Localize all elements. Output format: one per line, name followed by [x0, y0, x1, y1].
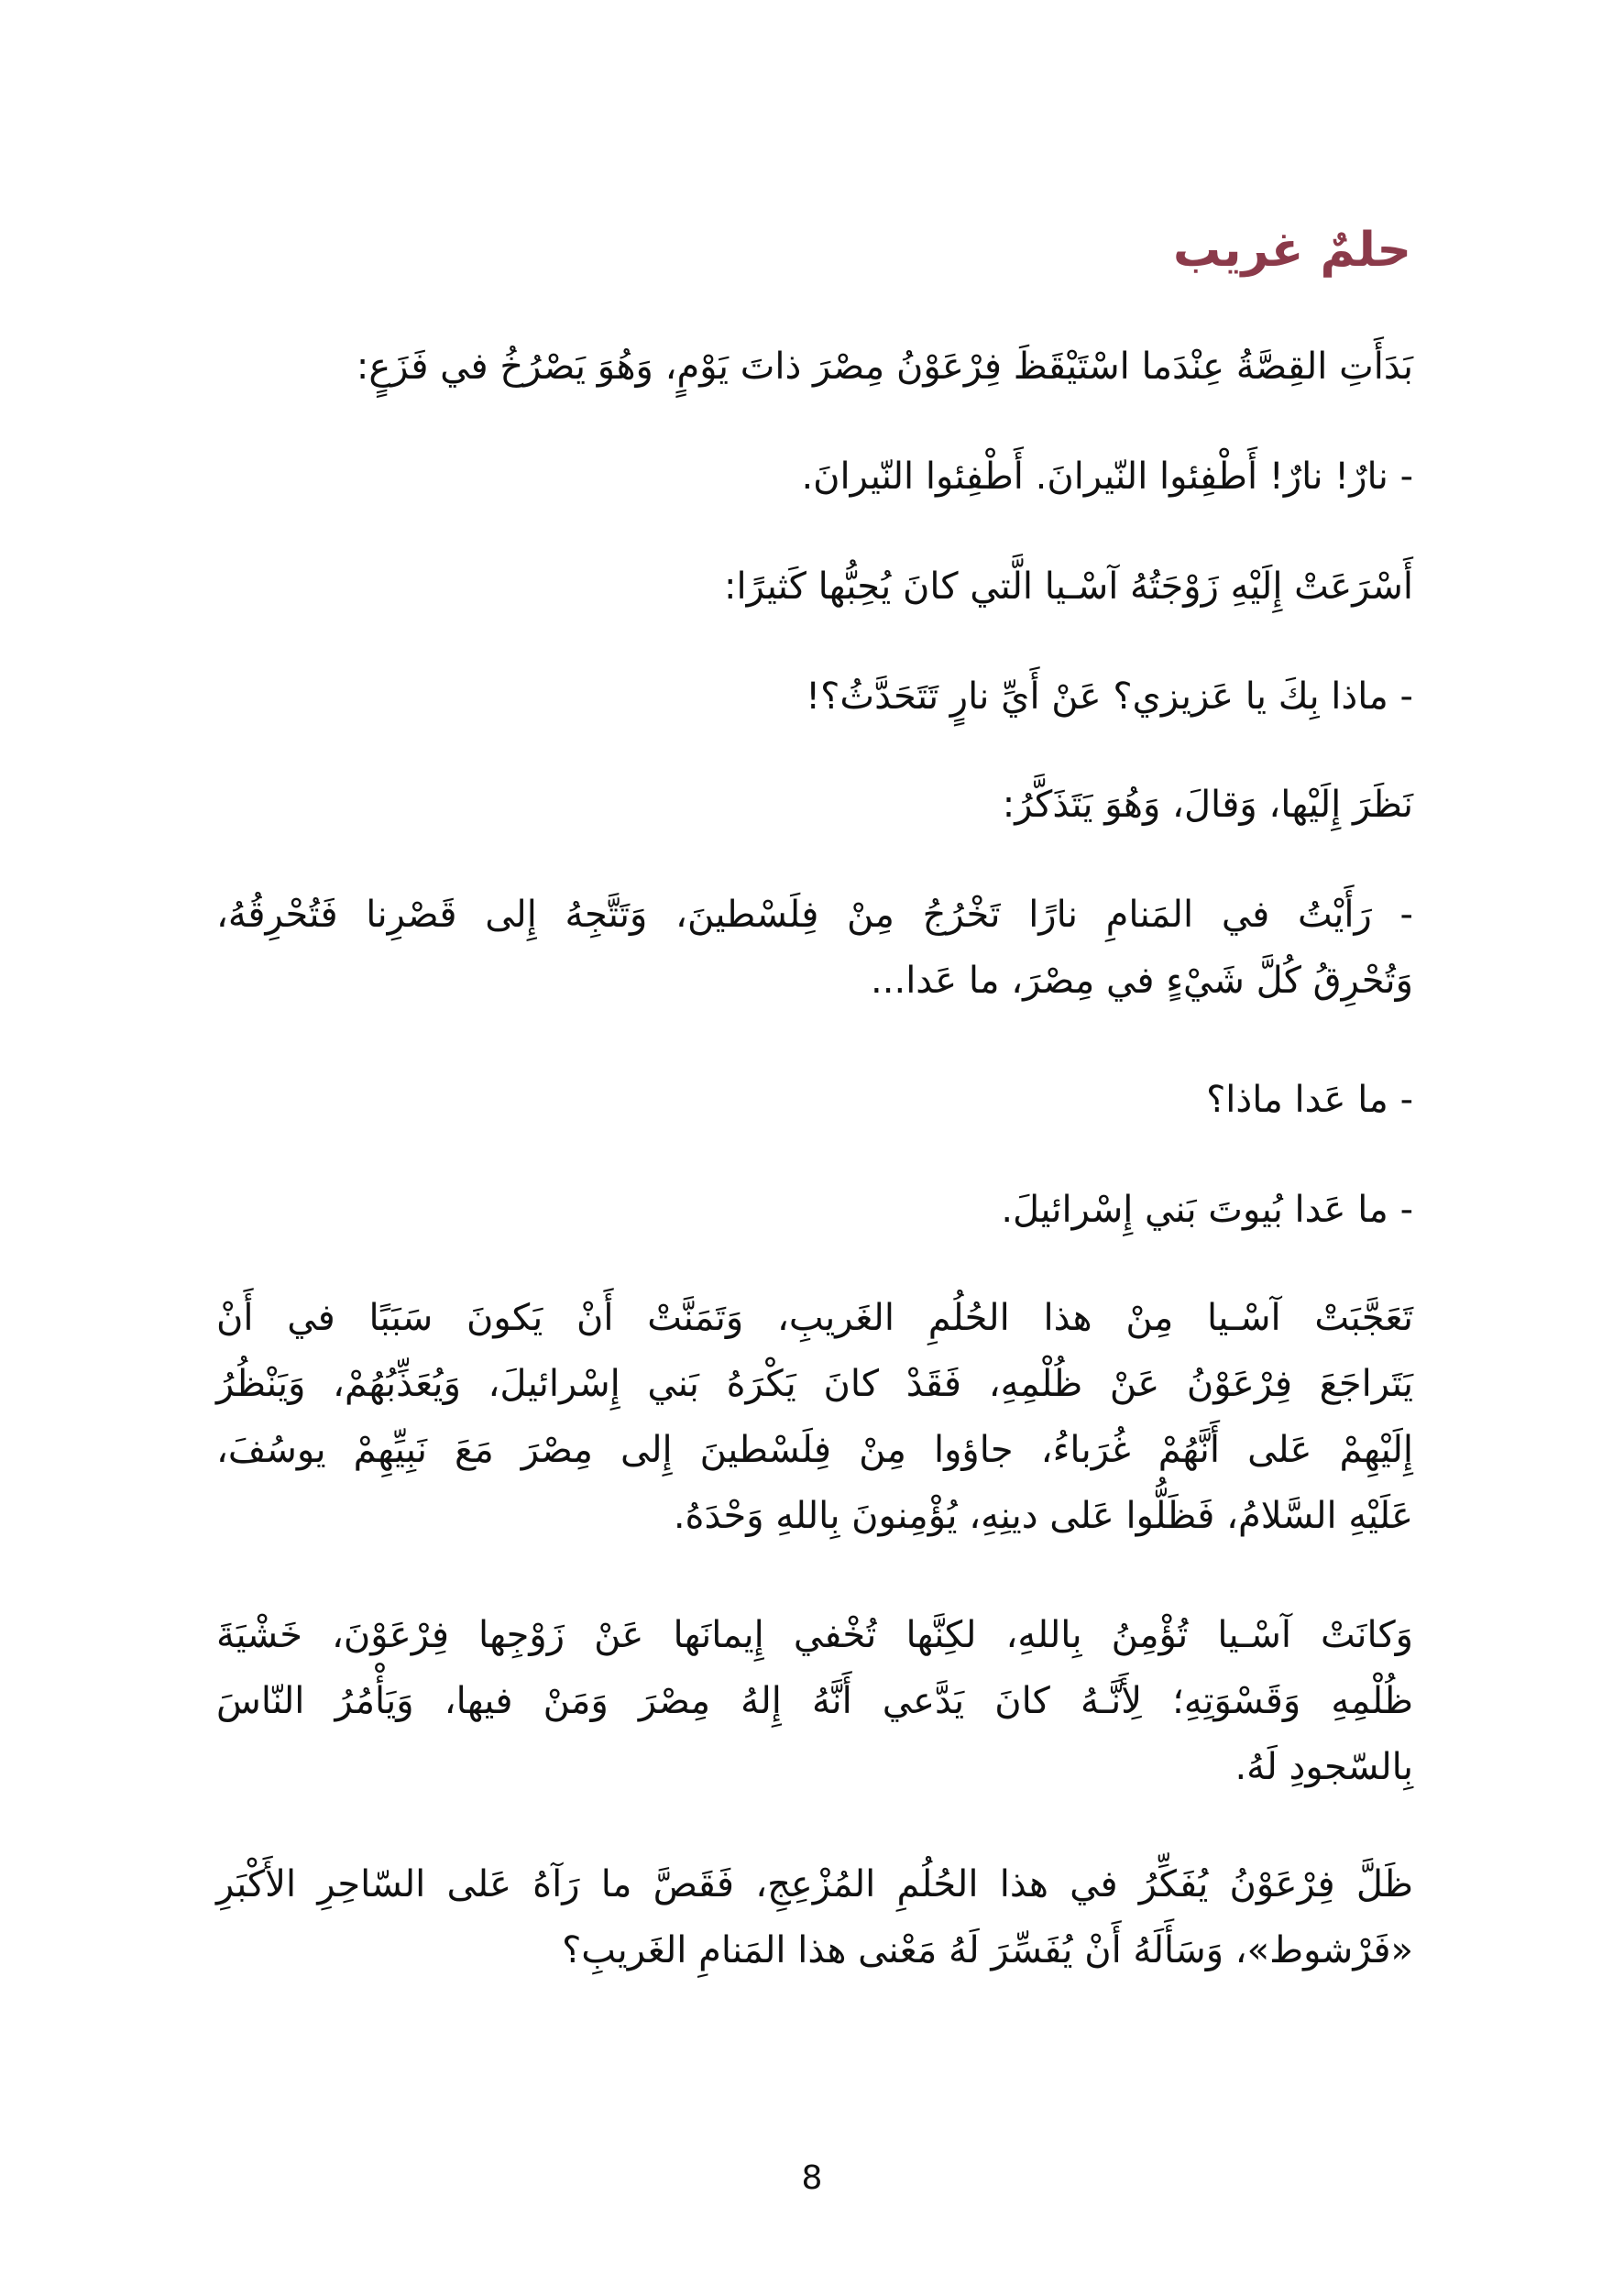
- text-line: عَلَيْهِ السَّلامُ، فَظَلُّوا عَلى دينِهِ، يُؤْمِنونَ بِاللهِ وَحْدَهُ.: [673, 1495, 1413, 1537]
- text-line: ظُلْمِهِ وَقَسْوَتِهِ؛ لِأَنَّـهُ كانَ يَدَّعي أَنَّهُ إِلهُ مِصْرَ وَمَنْ فيها، وَيَأْمُرُ النّاسَ: [216, 1680, 1413, 1722]
- text-line: تَعَجَّبَتْ آسْـيا مِنْ هذا الحُلُمِ الغَريبِ، وَتَمَنَّتْ أَنْ يَكونَ سَبَبًا في أَنْ: [216, 1297, 1413, 1339]
- text-line: بِالسّجودِ لَهُ.: [1234, 1746, 1413, 1788]
- text-line: - ما عَدا ماذا؟: [1206, 1079, 1413, 1121]
- text-line: «فَرْشوط»، وَسَأَلَهُ أَنْ يُفَسِّرَ لَهُ مَعْنى هذا المَنامِ الغَريبِ؟: [562, 1929, 1413, 1971]
- text-line: - ما عَدا بُيوتَ بَني إِسْرائيلَ.: [1001, 1189, 1413, 1231]
- text-line: ظَلَّ فِرْعَوْنُ يُفَكِّرُ في هذا الحُلُمِ المُزْعِجِ، فَقَصَّ ما رَآهُ عَلى السّاحِرِ الأَكْبَرِ: [216, 1863, 1413, 1905]
- text-line: أَسْرَعَتْ إِلَيْهِ زَوْجَتُهُ آسْـيا الَّتي كانَ يُحِبُّها كَثيرًا:: [724, 566, 1413, 608]
- text-line: بَدَأَتِ القِصَّةُ عِنْدَما اسْتَيْقَظَ فِرْعَوْنُ مِصْرَ ذاتَ يَوْمٍ، وَهُوَ يَصْرُخُ في فَزَعٍ:: [356, 346, 1413, 388]
- page-number: 8: [801, 2159, 823, 2197]
- chapter-title: حلمٌ غريب: [1172, 223, 1411, 278]
- text-line: وَكانَتْ آسْـيا تُؤْمِنُ بِاللهِ، لكِنَّها تُخْفي إِيمانَها عَنْ زَوْجِها فِرْعَوْنَ، خَشْيَةَ: [216, 1614, 1413, 1656]
- text-line: إِلَيْهِمْ عَلى أَنَّهُمْ غُرَباءُ، جاؤوا مِنْ فِلَسْطينَ إِلى مِصْرَ مَعَ نَبِيِّهِمْ يوسُفَ،: [216, 1429, 1413, 1471]
- text-line: نَظَرَ إِلَيْها، وَقالَ، وَهُوَ يَتَذَكَّرُ:: [1002, 784, 1413, 826]
- text-line: - ماذا بِكَ يا عَزيزي؟ عَنْ أَيِّ نارٍ تَتَحَدَّثُ؟!: [806, 675, 1413, 718]
- text-line: يَتَراجَعَ فِرْعَوْنُ عَنْ ظُلْمِهِ، فَقَدْ كانَ يَكْرَهُ بَني إِسْرائيلَ، وَيُعَذِّبُهُمْ، وَيَنْظُرُ: [216, 1363, 1413, 1405]
- text-line: - نارٌ! نارٌ! أَطْفِئوا النّيرانَ. أَطْفِئوا النّيرانَ.: [801, 456, 1413, 498]
- text-line: - رَأَيْتُ في المَنامِ نارًا تَخْرُجُ مِنْ فِلَسْطينَ، وَتَتَّجِهُ إِلى قَصْرِنا فَتُحْرِقُهُ،: [216, 894, 1413, 936]
- text-line: وَتُحْرِقُ كُلَّ شَيْءٍ في مِصْرَ، ما عَدا...: [871, 960, 1413, 1002]
